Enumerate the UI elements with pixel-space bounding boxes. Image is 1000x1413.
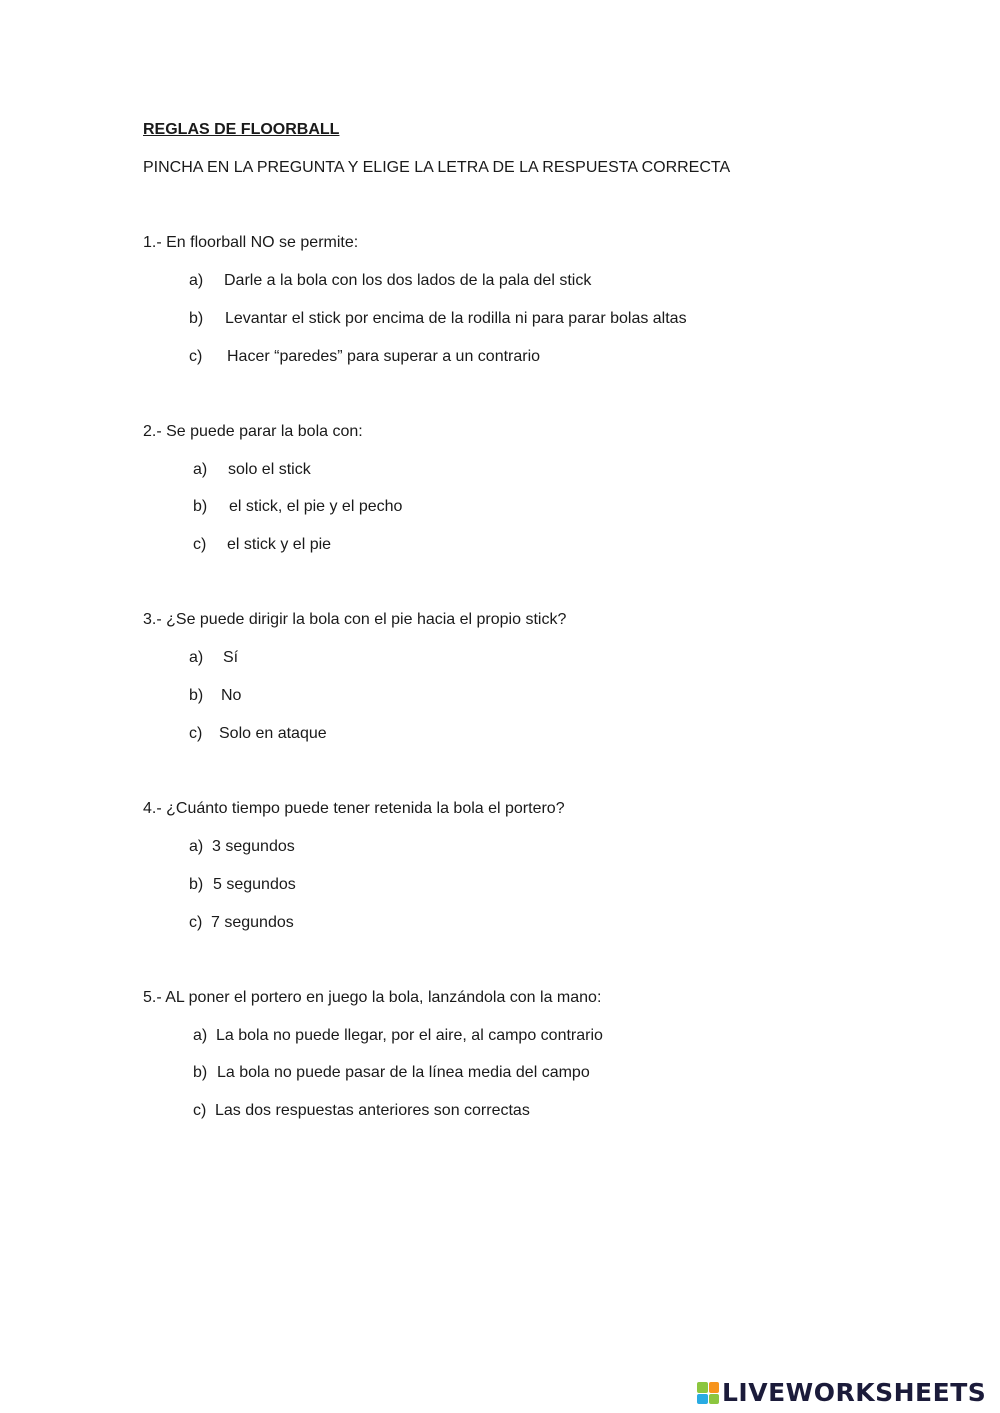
answer-option[interactable] [189, 347, 540, 367]
answer-option[interactable] [189, 875, 296, 895]
option-text: solo el stick [228, 461, 311, 478]
question-2[interactable]: 2.- Se puede parar la bola con: [143, 423, 363, 440]
option-text: el stick y el pie [227, 536, 332, 553]
option-letter: c) [189, 914, 203, 931]
question-5[interactable]: 5.- AL poner el portero en juego la bola, lanzándola con la mano: [143, 989, 602, 1006]
option-letter: b) [193, 498, 208, 515]
option-letter: b) [193, 1064, 208, 1081]
option-letter: c) [189, 348, 203, 365]
answer-option[interactable] [189, 686, 241, 706]
answer-option[interactable] [189, 837, 295, 857]
answer-option[interactable] [193, 497, 402, 517]
option-letter: c) [193, 536, 207, 553]
answer-option[interactable] [193, 1026, 603, 1046]
question-3[interactable]: 3.- ¿Se puede dirigir la bola con el pie hacia el propio stick? [143, 611, 567, 628]
option-text: Darle a la bola con los dos lados de la pala del stick [224, 272, 592, 289]
option-letter: a) [189, 272, 204, 289]
answer-option[interactable] [189, 724, 327, 744]
option-text: No [221, 687, 242, 704]
answer-option[interactable] [189, 648, 238, 668]
option-text: Hacer “paredes” para superar a un contrario [227, 348, 541, 365]
instruction-text: PINCHA EN LA PREGUNTA Y ELIGE LA LETRA DE LA RESPUESTA CORRECTA [143, 159, 731, 176]
option-text: el stick, el pie y el pecho [229, 498, 403, 515]
answer-option[interactable] [189, 271, 591, 291]
option-text: La bola no puede pasar de la línea media del campo [217, 1064, 590, 1081]
option-letter: c) [193, 1102, 207, 1119]
answer-option[interactable] [189, 309, 687, 329]
answer-option[interactable] [189, 913, 294, 933]
option-letter: c) [189, 725, 203, 742]
answer-option[interactable] [193, 1101, 530, 1121]
option-letter: b) [189, 876, 204, 893]
option-text: 5 segundos [213, 876, 296, 893]
answer-option[interactable] [193, 535, 331, 555]
option-letter: a) [193, 461, 208, 478]
option-letter: a) [189, 649, 204, 666]
option-letter: b) [189, 310, 204, 327]
option-text: Levantar el stick por encima de la rodilla ni para parar bolas altas [225, 310, 687, 327]
logo-text: LIVEWORKSHEETS [722, 1378, 987, 1407]
option-text: Solo en ataque [219, 725, 327, 742]
option-letter: a) [193, 1027, 208, 1044]
liveworksheets-logo [697, 1378, 986, 1408]
answer-option[interactable] [193, 460, 311, 480]
option-text: 7 segundos [211, 914, 294, 931]
option-text: La bola no puede llegar, por el aire, al campo contrario [216, 1027, 603, 1044]
option-text: Sí [223, 649, 239, 666]
option-text: Las dos respuestas anteriores son correctas [215, 1102, 530, 1119]
question-1[interactable]: 1.- En floorball NO se permite: [143, 234, 359, 251]
option-text: 3 segundos [212, 838, 295, 855]
option-letter: a) [189, 838, 204, 855]
liveworksheets-logo-icon [697, 1382, 719, 1404]
option-letter: b) [189, 687, 204, 704]
page-title: REGLAS DE FLOORBALL [143, 121, 340, 138]
question-4[interactable]: 4.- ¿Cuánto tiempo puede tener retenida la bola el portero? [143, 800, 565, 817]
answer-option[interactable] [193, 1063, 590, 1083]
